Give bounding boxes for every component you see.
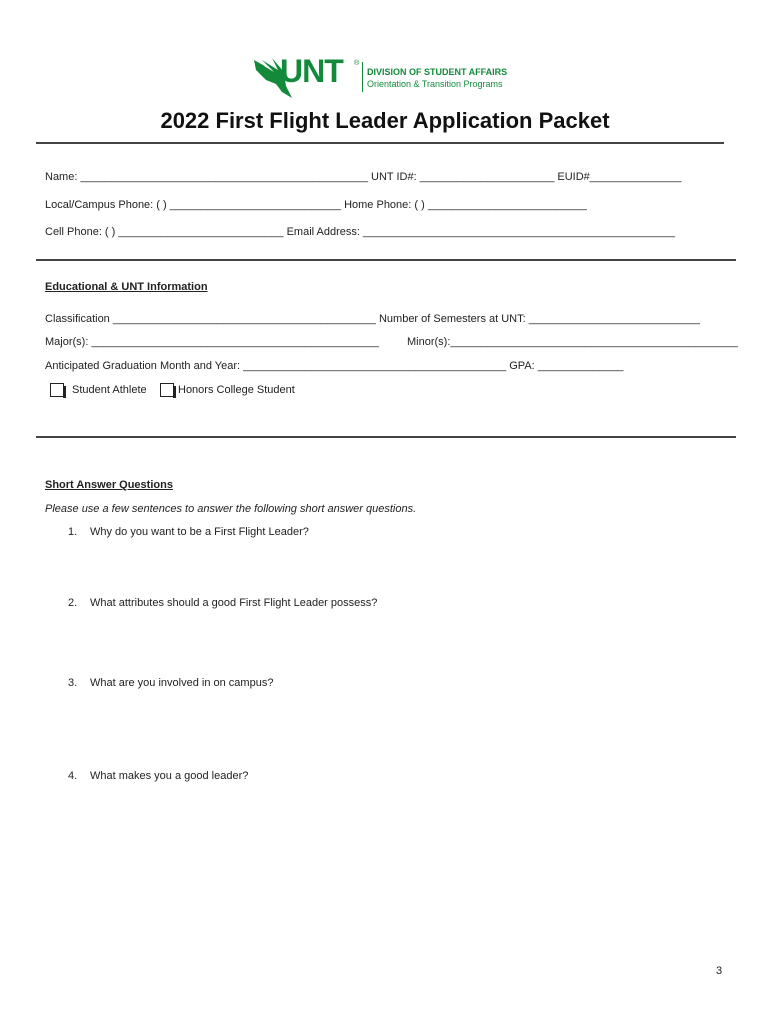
- page-title: 2022 First Flight Leader Application Packet: [160, 108, 610, 133]
- question-number: 4.: [68, 770, 78, 782]
- unt-logo: [252, 53, 514, 102]
- phone-field-row[interactable]: Local/Campus Phone: ( ) ____________________________ Home Phone: ( ) __________________________: [45, 199, 587, 211]
- question-number: 2.: [68, 597, 78, 609]
- classification-field-row[interactable]: Classification ___________________________________________ Number of Semesters at UNT: ____________________________: [45, 313, 701, 325]
- student-athlete-label: Student Athlete: [72, 384, 147, 396]
- short-answer-instructions: Please use a few sentences to answer the following short answer questions.: [45, 503, 417, 515]
- question-number: 1.: [68, 526, 78, 538]
- question-text: What are you involved in on campus?: [90, 677, 274, 689]
- short-answer-heading: Short Answer Questions: [45, 479, 173, 491]
- honors-college-checkbox[interactable]: [160, 383, 174, 397]
- logo-divider: [362, 62, 363, 92]
- education-heading: Educational & UNT Information: [45, 281, 208, 293]
- logo-program-text: Orientation & Transition Programs: [367, 79, 503, 89]
- title-divider: [36, 142, 724, 144]
- question-text: What attributes should a good First Flight Leader possess?: [90, 597, 378, 609]
- question-text: What makes you a good leader?: [90, 770, 249, 782]
- name-id-field-row[interactable]: Name: _______________________________________________ UNT ID#: ______________________ EUID#_______________: [45, 171, 682, 183]
- majors-field[interactable]: Major(s): _______________________________________________: [45, 336, 379, 348]
- cell-email-field-row[interactable]: Cell Phone: ( ) ___________________________ Email Address: ___________________________________________________: [45, 226, 676, 238]
- section-divider-1: [36, 259, 736, 261]
- honors-college-label: Honors College Student: [178, 384, 295, 396]
- page-number: 3: [716, 965, 723, 977]
- logo-division-text: DIVISION OF STUDENT AFFAIRS: [367, 67, 508, 77]
- graduation-gpa-field-row[interactable]: Anticipated Graduation Month and Year: ___________________________________________ GPA: ______________: [45, 360, 624, 372]
- logo-wordmark: UNT: [280, 53, 343, 89]
- student-athlete-checkbox[interactable]: [50, 383, 64, 397]
- registered-mark: ®: [354, 60, 360, 67]
- question-number: 3.: [68, 677, 78, 689]
- minors-field[interactable]: Minor(s):_______________________________________________: [407, 336, 738, 348]
- section-divider-2: [36, 436, 736, 438]
- question-text: Why do you want to be a First Flight Leader?: [90, 526, 309, 538]
